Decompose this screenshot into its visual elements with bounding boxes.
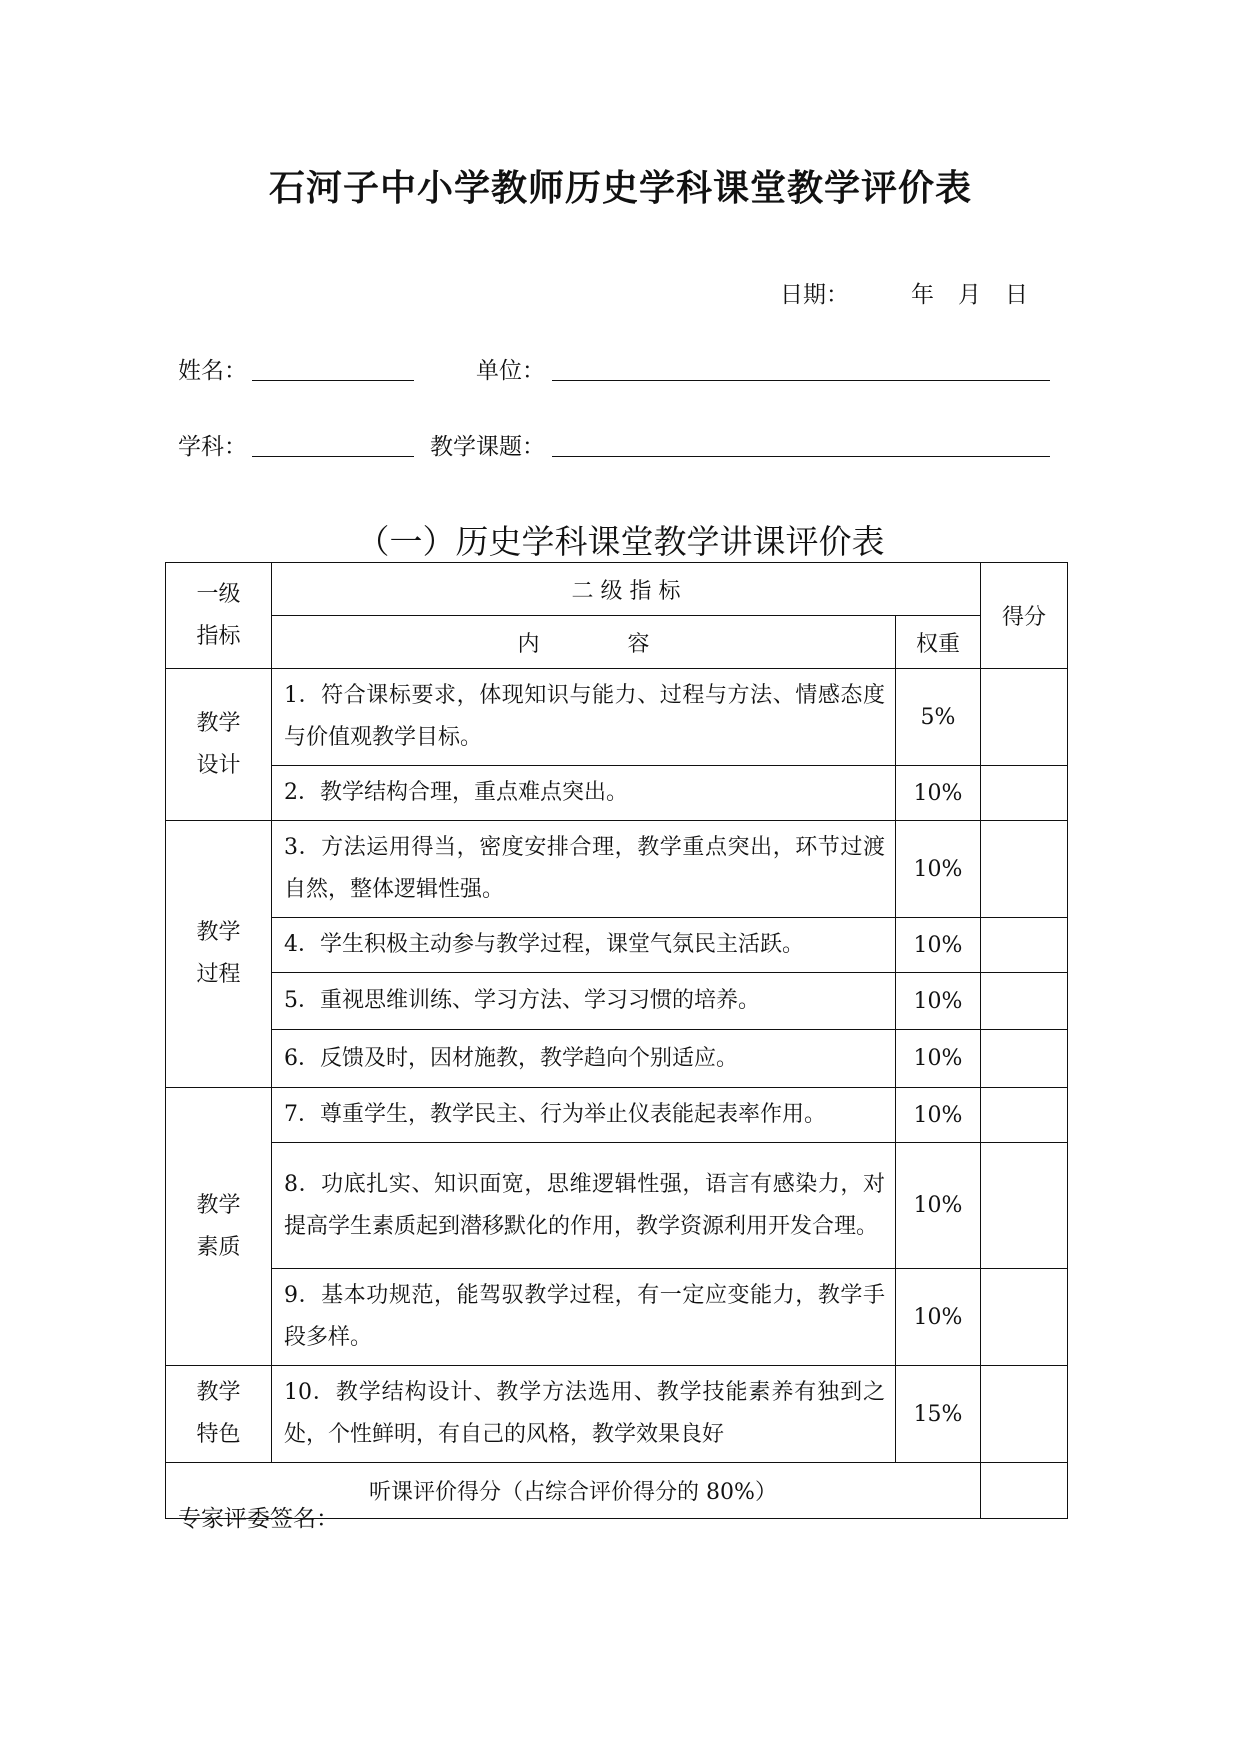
total-label: 听课评价得分（占综合评价得分的 80%）	[166, 1463, 981, 1519]
criterion-content: 1．符合课标要求，体现知识与能力、过程与方法、情感态度与价值观教学目标。	[272, 669, 896, 766]
topic-label: 教学课题：	[430, 434, 545, 460]
table-row	[166, 918, 1068, 973]
criterion-content: 3．方法运用得当，密度安排合理，教学重点突出，环节过渡自然，整体逻辑性强。	[272, 821, 896, 918]
score-cell[interactable]	[981, 1269, 1068, 1366]
table-row	[166, 1366, 1068, 1463]
criterion-weight: 10%	[896, 1269, 981, 1366]
date-label: 日期：	[780, 282, 849, 308]
category-process: 教学 过程	[166, 821, 272, 1088]
category-feature: 教学 特色	[166, 1366, 272, 1463]
evaluation-table	[165, 562, 1068, 1519]
content-header: 内 容	[272, 616, 896, 669]
name-field[interactable]	[252, 380, 414, 381]
category-design: 教学 设计	[166, 669, 272, 821]
table-row	[166, 973, 1068, 1030]
score-cell[interactable]	[981, 1030, 1068, 1088]
table-row	[166, 821, 1068, 918]
header-row-2	[166, 616, 1068, 669]
date-month: 月	[958, 282, 981, 308]
criterion-weight: 10%	[896, 1088, 981, 1143]
subject-label: 学科：	[178, 434, 247, 460]
table-row	[166, 1143, 1068, 1269]
criterion-weight: 10%	[896, 821, 981, 918]
score-cell[interactable]	[981, 1366, 1068, 1463]
unit-label: 单位：	[476, 358, 545, 384]
table-subtitle: （一）历史学科课堂教学讲课评价表	[356, 522, 885, 561]
header-row-1	[166, 563, 1068, 616]
table-row	[166, 766, 1068, 821]
topic-field[interactable]	[552, 456, 1050, 457]
score-cell[interactable]	[981, 1143, 1068, 1269]
level2-header: 二 级 指 标	[272, 563, 981, 616]
criterion-content: 5．重视思维训练、学习方法、学习习惯的培养。	[272, 973, 896, 1030]
level1-header: 一级 指标	[166, 563, 272, 669]
criterion-weight: 10%	[896, 1143, 981, 1269]
total-score-cell[interactable]	[981, 1463, 1068, 1519]
table-row	[166, 669, 1068, 766]
page-title: 石河子中小学教师历史学科课堂教学评价表	[268, 167, 972, 209]
criterion-weight: 10%	[896, 766, 981, 821]
table-row	[166, 1030, 1068, 1088]
table-row	[166, 1088, 1068, 1143]
unit-field[interactable]	[552, 380, 1050, 381]
criterion-content: 8．功底扎实、知识面宽，思维逻辑性强，语言有感染力，对提高学生素质起到潜移默化的作用，教学资源利用开发合理。	[272, 1143, 896, 1269]
table-row	[166, 1269, 1068, 1366]
criterion-content: 10．教学结构设计、教学方法选用、教学技能素养有独到之处，个性鲜明，有自己的风格，教学效果良好	[272, 1366, 896, 1463]
criterion-weight: 10%	[896, 973, 981, 1030]
weight-header: 权重	[896, 616, 981, 669]
criterion-content: 4．学生积极主动参与教学过程，课堂气氛民主活跃。	[272, 918, 896, 973]
date-line	[780, 276, 1028, 309]
criterion-content: 7．尊重学生，教学民主、行为举止仪表能起表率作用。	[272, 1088, 896, 1143]
score-cell[interactable]	[981, 973, 1068, 1030]
criterion-weight: 15%	[896, 1366, 981, 1463]
score-cell[interactable]	[981, 1088, 1068, 1143]
criterion-weight: 10%	[896, 1030, 981, 1088]
score-header: 得分	[981, 563, 1068, 669]
score-cell[interactable]	[981, 766, 1068, 821]
subject-field[interactable]	[252, 456, 414, 457]
criterion-weight: 10%	[896, 918, 981, 973]
name-label: 姓名：	[178, 358, 247, 384]
category-quality: 教学 素质	[166, 1088, 272, 1366]
criterion-weight: 5%	[896, 669, 981, 766]
signature-label: 专家评委签名：	[178, 1506, 339, 1532]
score-cell[interactable]	[981, 669, 1068, 766]
criterion-content: 2．教学结构合理，重点难点突出。	[272, 766, 896, 821]
score-cell[interactable]	[981, 821, 1068, 918]
date-year: 年	[911, 282, 934, 308]
score-cell[interactable]	[981, 918, 1068, 973]
criterion-content: 9．基本功规范，能驾驭教学过程，有一定应变能力，教学手段多样。	[272, 1269, 896, 1366]
criterion-content: 6．反馈及时，因材施教，教学趋向个别适应。	[272, 1030, 896, 1088]
date-day: 日	[1005, 282, 1028, 308]
